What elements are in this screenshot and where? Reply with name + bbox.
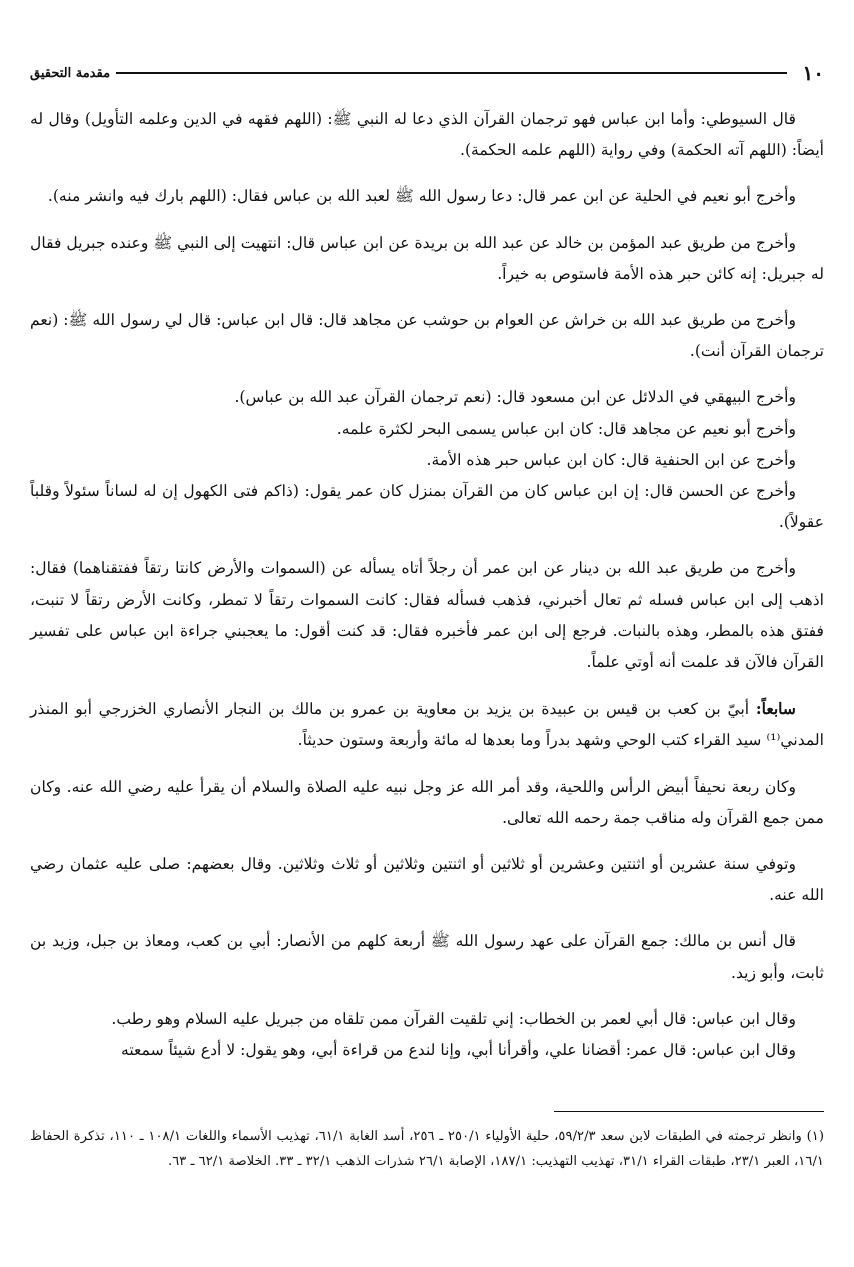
paragraph-ubayy-text: أبيّ بن كعب بن قيس بن عبيدة بن يزيد بن معاوية بن عمرو بن مالك بن النجار الأنصاري الخزرجي أبو المنذر المدني⁽¹⁾ سيد القراء كتب الوحي وشهد بدراً وما بعدها له مائة وأربعة وستون حديثاً.: [30, 700, 824, 750]
paragraph-bayhaqi: وأخرج البيهقي في الدلائل عن ابن مسعود قال: (نعم ترجمان القرآن عبد الله بن عباس).: [234, 388, 796, 407]
paragraph-ubayy-death: وتوفي سنة عشرين أو اثنتين وعشرين أو ثلاثين أو اثنتين وثلاثين أو ثلاث وثلاثين. وقال بعضهم: صلى عليه عثمان رضي الله عنه.: [30, 855, 824, 905]
section-title: مقدمة التحقيق: [30, 65, 111, 81]
paragraph-ubayy-description: وكان ربعة نحيفاً أبيض الرأس واللحية، وقد أمر الله عز وجل نبيه عليه الصلاة والسلام أن يقرأ عليه رضي الله عنه. وكان ممن جمع القرآن وله مناقب جمة رحمه الله تعالى.: [30, 777, 824, 827]
paragraph-ibn-dinar: وأخرج من طريق عبد الله بن دينار عن ابن عمر أن رجلاً أتاه يسأله عن (السموات والأرض كانتا رتقاً ففتقناهما) فقال: اذهب إلى ابن عباس فسله ثم تعال أخبرني، فذهب فسأله فقال: كانت السموات رتقاً لا تمطر، وكانت الأرض رتقاً لا تنبت، ففتق هذه بالمطر، وهذه بالنبات. فرجع إلى ابن عمر فأخبره فقال: قد كنت أقول: ما يعجبني جراءة ابن عباس على تفسير القرآن فالآن قد علمت أنه أوتي علماً.: [30, 559, 824, 672]
footnote: [30, 1124, 824, 1174]
paragraph-seventh-ubayy: [30, 693, 824, 756]
main-text: [30, 104, 824, 1066]
paragraph-anas-bin-malik: قال أنس بن مالك: جمع القرآن على عهد رسول الله ﷺ أربعة كلهم من الأنصار: أبي بن كعب، ومعاذ بن جبل، وزيد بن ثابت، وأبو زيد.: [30, 932, 824, 982]
paragraph-mujahid: وأخرج أبو نعيم عن مجاهد قال: كان ابن عباس يسمى البحر لكثرة علمه.: [336, 419, 796, 438]
paragraph-ibn-al-hanafiyya: وأخرج عن ابن الحنفية قال: كان ابن عباس حبر هذه الأمة.: [426, 450, 796, 469]
running-header: [30, 60, 824, 86]
paragraph-suyuti: قال السيوطي: وأما ابن عباس فهو ترجمان القرآن الذي دعا له النبي ﷺ: (اللهم فقهه في الدين وعلمه التأويل) وقال له أيضاً: (اللهم آته الحكمة) وفي رواية (اللهم علمه الحكمة).: [30, 110, 824, 160]
section-label-seventh: سابعاً:: [755, 699, 796, 719]
paragraph-ibn-abbas-umar-said: وقال ابن عباس: قال عمر: أقضانا علي، وأقرأنا أبي، وإنا لندع من قراءة أبي، وهو يقول: لا أدع شيئاً سمعته: [120, 1041, 796, 1060]
paragraph-ibn-abbas-ubayy-umar: وقال ابن عباس: قال أبي لعمر بن الخطاب: إني تلقيت القرآن ممن تلقاه من جبريل عليه السلام وهو رطب.: [111, 1009, 796, 1028]
header-rule: [116, 72, 786, 74]
paragraph-abd-al-mumin: وأخرج من طريق عبد المؤمن بن خالد عن عبد الله بن بريدة عن ابن عباس قال: انتهيت إلى النبي ﷺ وعنده جبريل فقال له جبريل: إنه كائن حبر هذه الأمة فاستوص به خيراً.: [30, 233, 824, 283]
footnote-1-text: (١) وانظر ترجمته في الطبقات لابن سعد ٥٩/٢/٣، حلية الأولياء ٢٥٠/١ ـ ٢٥٦، أسد الغابة ٦١/١، تهذيب الأسماء واللغات ١٠٨/١ ـ ١١٠، تذكرة الحفاظ ١٦/١، العبر ٢٣/١، طبقات القراء ٣١/١، تهذيب التهذيب: ١٨٧/١، الإصابة ٢٦/١ شذرات الذهب ٣٢/١ ـ ٣٣. الخلاصة ٦٢/١ ـ ٦٣.: [30, 1129, 825, 1169]
page-number: ١٠: [802, 61, 824, 85]
paragraph-al-hasan: وأخرج عن الحسن قال: إن ابن عباس كان من القرآن بمنزل كان عمر يقول: (ذاكم فتى الكهول إن له لساناً سئولاً وقلباً عقولاً).: [30, 482, 824, 532]
footnote-separator: [554, 1111, 824, 1112]
paragraph-abu-nuaym-hilya: وأخرج أبو نعيم في الحلية عن ابن عمر قال: دعا رسول الله ﷺ لعبد الله بن عباس فقال: (اللهم بارك فيه وانشر منه).: [47, 187, 796, 206]
paragraph-abd-allah-khirash: وأخرج من طريق عبد الله بن خراش عن العوام بن حوشب عن مجاهد قال: قال ابن عباس: قال لي رسول الله ﷺ: (نعم ترجمان القرآن أنت).: [30, 311, 824, 361]
